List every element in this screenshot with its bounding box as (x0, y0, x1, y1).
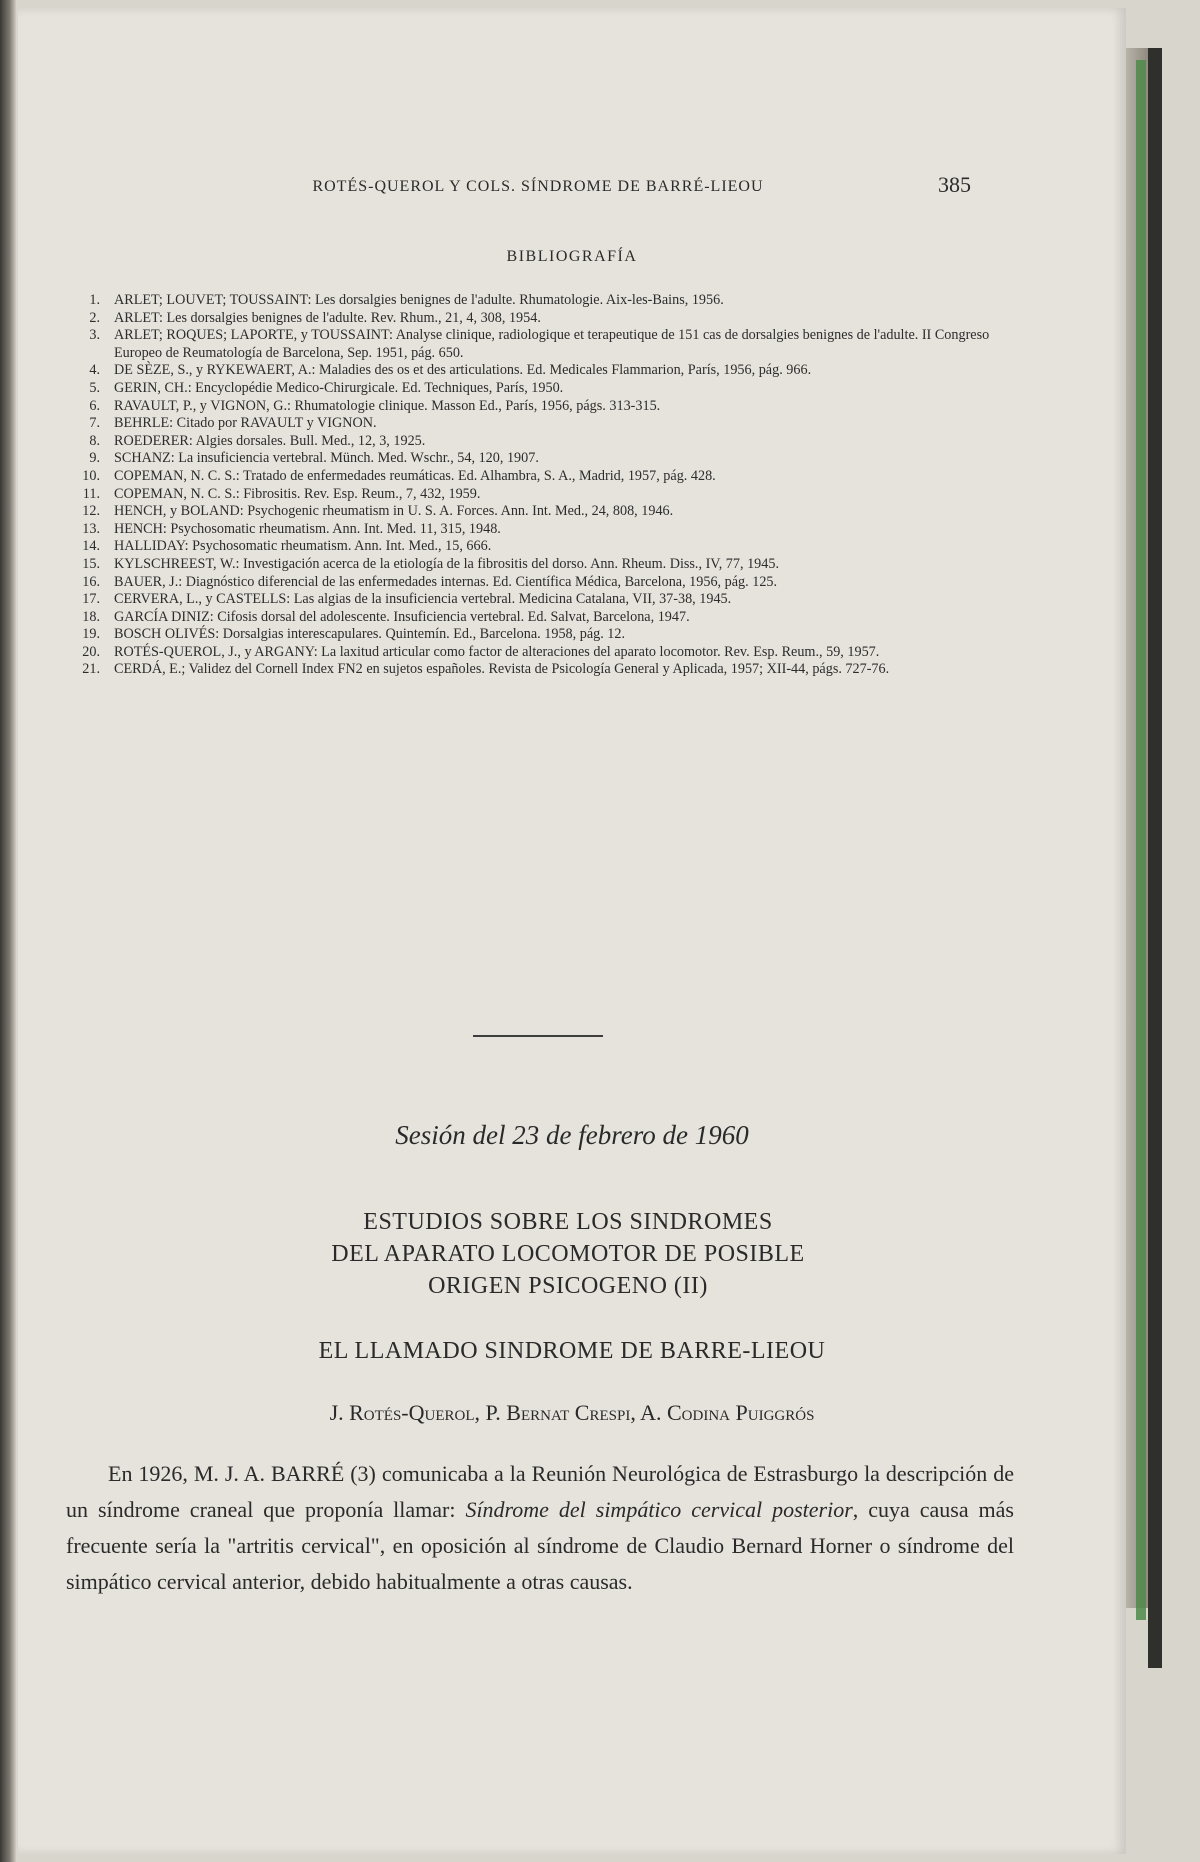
paragraph-italic-term: Síndrome del simpático cervical posterior (465, 1497, 853, 1522)
reference-number: 10. (82, 467, 100, 484)
section-divider (473, 1035, 603, 1037)
reference-item (70, 521, 1010, 539)
reference-item (70, 644, 1010, 662)
reference-item (70, 327, 1010, 362)
reference-item (70, 574, 1010, 592)
body-paragraph (66, 1456, 1014, 1600)
reference-item (70, 609, 1010, 627)
reference-text: DE SÈZE, S., y RYKEWAERT, A.: Maladies des os et des articulations. Ed. Medicales Flammarion, París, 1956, pág. 966. (114, 362, 812, 379)
reference-text: HALLIDAY: Psychosomatic rheumatism. Ann. Int. Med., 15, 666. (114, 538, 492, 555)
reference-number: 6. (89, 397, 100, 414)
book-page (18, 8, 1126, 1854)
reference-number: 17. (82, 591, 100, 608)
reference-text: SCHANZ: La insuficiencia vertebral. Münch. Med. Wschr., 54, 120, 1907. (114, 450, 539, 467)
reference-text: HENCH: Psychosomatic rheumatism. Ann. Int. Med. 11, 315, 1948. (114, 520, 501, 537)
reference-number: 18. (82, 608, 100, 625)
running-title: ROTÉS-QUEROL Y COLS. SÍNDROME DE BARRÉ-LIEOU (312, 178, 764, 195)
reference-number: 15. (82, 555, 100, 572)
article-title-line: DEL APARATO LOCOMOTOR DE POSIBLE (331, 1241, 805, 1267)
reference-number: 11. (82, 485, 100, 502)
reference-number: 3. (89, 327, 100, 344)
book-cover-edge (1136, 60, 1146, 1620)
reference-item (70, 538, 1010, 556)
reference-number: 5. (89, 379, 100, 396)
reference-text: GARCÍA DINIZ: Cifosis dorsal del adolescente. Insuficiencia vertebral. Ed. Salvat, Barcelona, 1947. (114, 608, 690, 625)
book-binding-shadow (0, 0, 16, 1862)
reference-number: 8. (89, 432, 100, 449)
reference-text: RAVAULT, P., y VIGNON, G.: Rhumatologie clinique. Masson Ed., París, 1956, págs. 313-315. (114, 397, 661, 414)
reference-item (70, 591, 1010, 609)
reference-text: COPEMAN, N. C. S.: Tratado de enfermedades reumáticas. Ed. Alhambra, S. A., Madrid, 1957, pág. 428. (114, 467, 716, 484)
reference-item (70, 292, 1010, 310)
reference-text: BEHRLE: Citado por RAVAULT y VIGNON. (114, 415, 377, 432)
reference-text: GERIN, CH.: Encyclopédie Medico-Chirurgicale. Ed. Techniques, París, 1950. (114, 379, 564, 396)
reference-item (70, 468, 1010, 486)
reference-item (70, 661, 1010, 679)
reference-text: ROEDERER: Algies dorsales. Bull. Med., 12, 3, 1925. (114, 432, 426, 449)
reference-text: ARLET; ROQUES; LAPORTE, y TOUSSAINT: Analyse clinique, radiologique et terapeutique de 151 cas de dorsalgies benignes de l'adulte. II Congreso Europeo de Reumatología de Barcelona, Sep. 1951, pág. 650. (114, 327, 990, 361)
reference-item (70, 503, 1010, 521)
reference-item (70, 310, 1010, 328)
reference-number: 4. (89, 362, 100, 379)
article-subtitle: EL LLAMADO SINDROME DE BARRE-LIEOU (318, 1338, 826, 1364)
reference-number: 14. (82, 538, 100, 555)
reference-text: CERDÁ, E.; Validez del Cornell Index FN2 en sujetos españoles. Revista de Psicología General y Aplicada, 1957; XII-44, págs. 727-76. (114, 661, 890, 678)
paragraph-text: , cuya causa más frecuente sería la "artritis cervical", en oposición al síndrome de Claudio Bernard Horner o síndrome del simpático cervical anterior, debido habitualmente a otras causas. (66, 1497, 1014, 1594)
reference-text: ARLET: Les dorsalgies benignes de l'adulte. Rev. Rhum., 21, 4, 308, 1954. (114, 309, 541, 326)
bibliography-heading: BIBLIOGRAFÍA (506, 248, 638, 265)
reference-text: BAUER, J.: Diagnóstico diferencial de las enfermedades internas. Ed. Científica Médica, Barcelona, 1956, pág. 125. (114, 573, 778, 590)
reference-item (70, 433, 1010, 451)
reference-number: 12. (82, 503, 100, 520)
reference-text: CERVERA, L., y CASTELLS: Las algias de la insuficiencia vertebral. Medicina Catalana, VII, 37-38, 1945. (114, 591, 732, 608)
reference-item (70, 415, 1010, 433)
reference-number: 2. (89, 309, 100, 326)
session-title: Sesión del 23 de febrero de 1960 (395, 1120, 749, 1150)
reference-text: KYLSCHREEST, W.: Investigación acerca de la etiología de la fibrositis del dorso. Ann. Rheum. Diss., IV, 77, 1945. (114, 555, 780, 572)
reference-text: HENCH, y BOLAND: Psychogenic rheumatism in U. S. A. Forces. Ann. Int. Med., 24, 808, 1946. (114, 503, 674, 520)
reference-item (70, 450, 1010, 468)
reference-item (70, 362, 1010, 380)
article-authors: J. Rotés-Querol, P. Bernat Crespi, A. Codina Puiggrós (329, 1400, 815, 1425)
reference-item (70, 556, 1010, 574)
reference-number: 16. (82, 573, 100, 590)
reference-number: 21. (82, 661, 100, 678)
reference-text: BOSCH OLIVÉS: Dorsalgias interescapulares. Quintemín. Ed., Barcelona. 1958, pág. 12. (114, 626, 626, 643)
running-head (18, 172, 1126, 208)
article-title-line: ESTUDIOS SOBRE LOS SINDROMES (363, 1209, 773, 1235)
book-spine-edge (1148, 48, 1162, 1668)
reference-text: COPEMAN, N. C. S.: Fibrositis. Rev. Esp. Reum., 7, 432, 1959. (114, 485, 481, 502)
reference-item (70, 398, 1010, 416)
article-title (168, 1206, 968, 1302)
reference-item (70, 380, 1010, 398)
reference-item (70, 486, 1010, 504)
reference-number: 19. (82, 626, 100, 643)
reference-number: 1. (89, 292, 100, 308)
article-title-line: ORIGEN PSICOGENO (II) (428, 1273, 708, 1299)
reference-text: ARLET; LOUVET; TOUSSAINT: Les dorsalgies benignes de l'adulte. Rhumatologie. Aix-les-Bains, 1956. (114, 292, 724, 308)
reference-list (70, 292, 1010, 679)
reference-number: 9. (89, 450, 100, 467)
reference-text: ROTÉS-QUEROL, J., y ARGANY: La laxitud articular como factor de alteraciones del aparato locomotor. Rev. Esp. Reum., 59, 1957. (114, 643, 880, 660)
page-number: 385 (938, 172, 971, 197)
reference-number: 13. (82, 520, 100, 537)
paragraph-text: En 1926, M. J. A. BARRÉ (3) comunicaba a la Reunión Neurológica de Estrasburgo la descripción de un síndrome craneal que proponía llamar: (66, 1461, 1014, 1522)
reference-number: 20. (82, 643, 100, 660)
reference-item (70, 626, 1010, 644)
reference-number: 7. (89, 415, 100, 432)
